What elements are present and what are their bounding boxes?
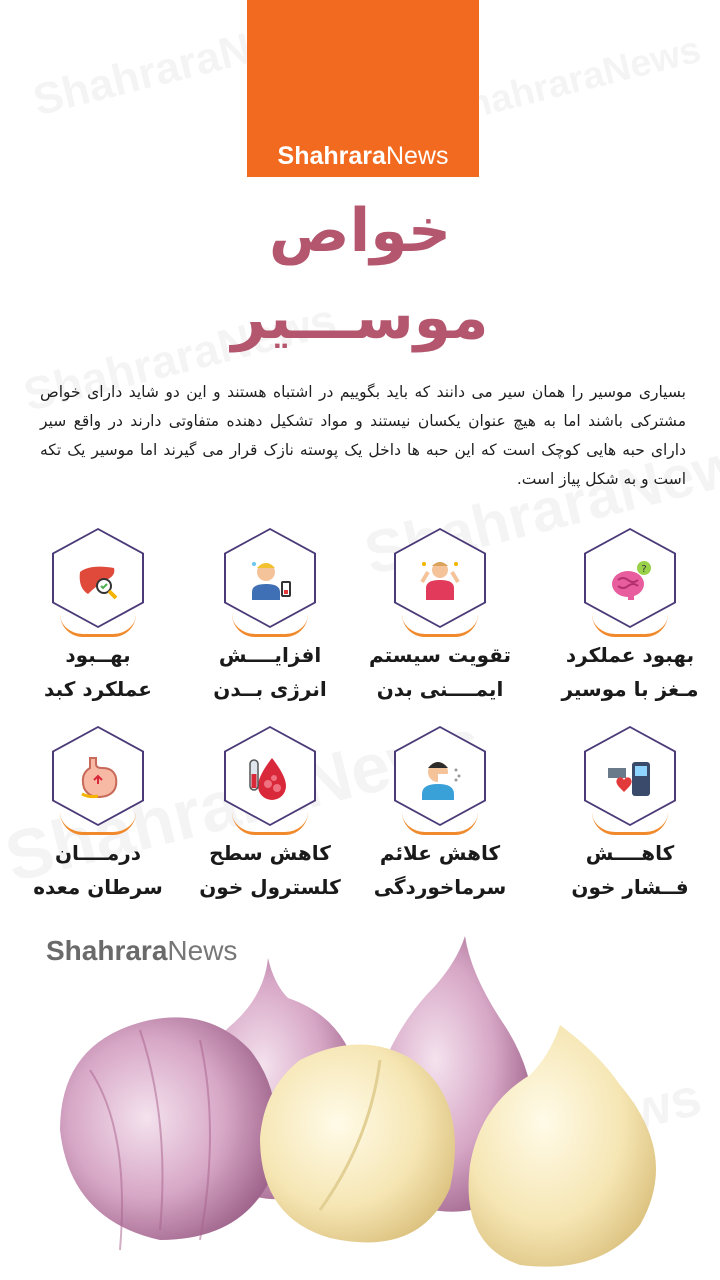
brand-logo-text: ShahraraNews <box>277 142 449 170</box>
low-energy-person-icon <box>246 556 294 604</box>
svg-text:?: ? <box>641 564 647 575</box>
benefit-label: بهــبود عملکرد کبد <box>44 643 152 701</box>
benefit-label: کاهــــش فــشار خون <box>571 841 689 899</box>
benefit-label: درمــــان سرطان معده <box>33 841 163 899</box>
benefit-label: بهبود عملکرد مـغز با موسیر <box>561 643 699 701</box>
brand-wordmark: ShahraraNews <box>46 935 238 966</box>
intro-paragraph: بسیاری موسیر را همان سیر می دانند که باید بگوییم در اشتباه هستند و این دو شاید دارای خواص مشترکی باشند اما به هیچ عنوان یکسان نیستند و مواد تشکیل دهنده متفاوتی دارند در واقع سیر دارای حبه هایی کوچک است که این حبه ها داخل یک پوسته نازک قرار می گیرند اما موسیر یک تکه است و به شکل پیاز است. <box>40 383 686 488</box>
sneezing-person-icon <box>416 754 464 802</box>
strong-person-icon <box>416 556 464 604</box>
brain-icon <box>606 556 654 604</box>
stomach-icon <box>74 754 122 802</box>
liver-icon <box>74 556 122 604</box>
brand-logo <box>247 0 479 177</box>
benefit-label: کاهش سطح کلسترول خون <box>199 841 341 899</box>
page-title-line1: خواص <box>268 196 452 266</box>
page-title-line2: موســـیر <box>231 283 489 353</box>
blood-cholesterol-icon <box>246 754 294 802</box>
benefit-label: افزایــــش انرژی بــدن <box>213 643 327 701</box>
benefit-label: تقویت سیستم ایمــــنی بدن <box>368 643 512 701</box>
blood-pressure-icon <box>606 754 654 802</box>
benefit-label: کاهش علائم سرماخوردگی <box>373 841 507 899</box>
shallots-image <box>0 930 720 1280</box>
